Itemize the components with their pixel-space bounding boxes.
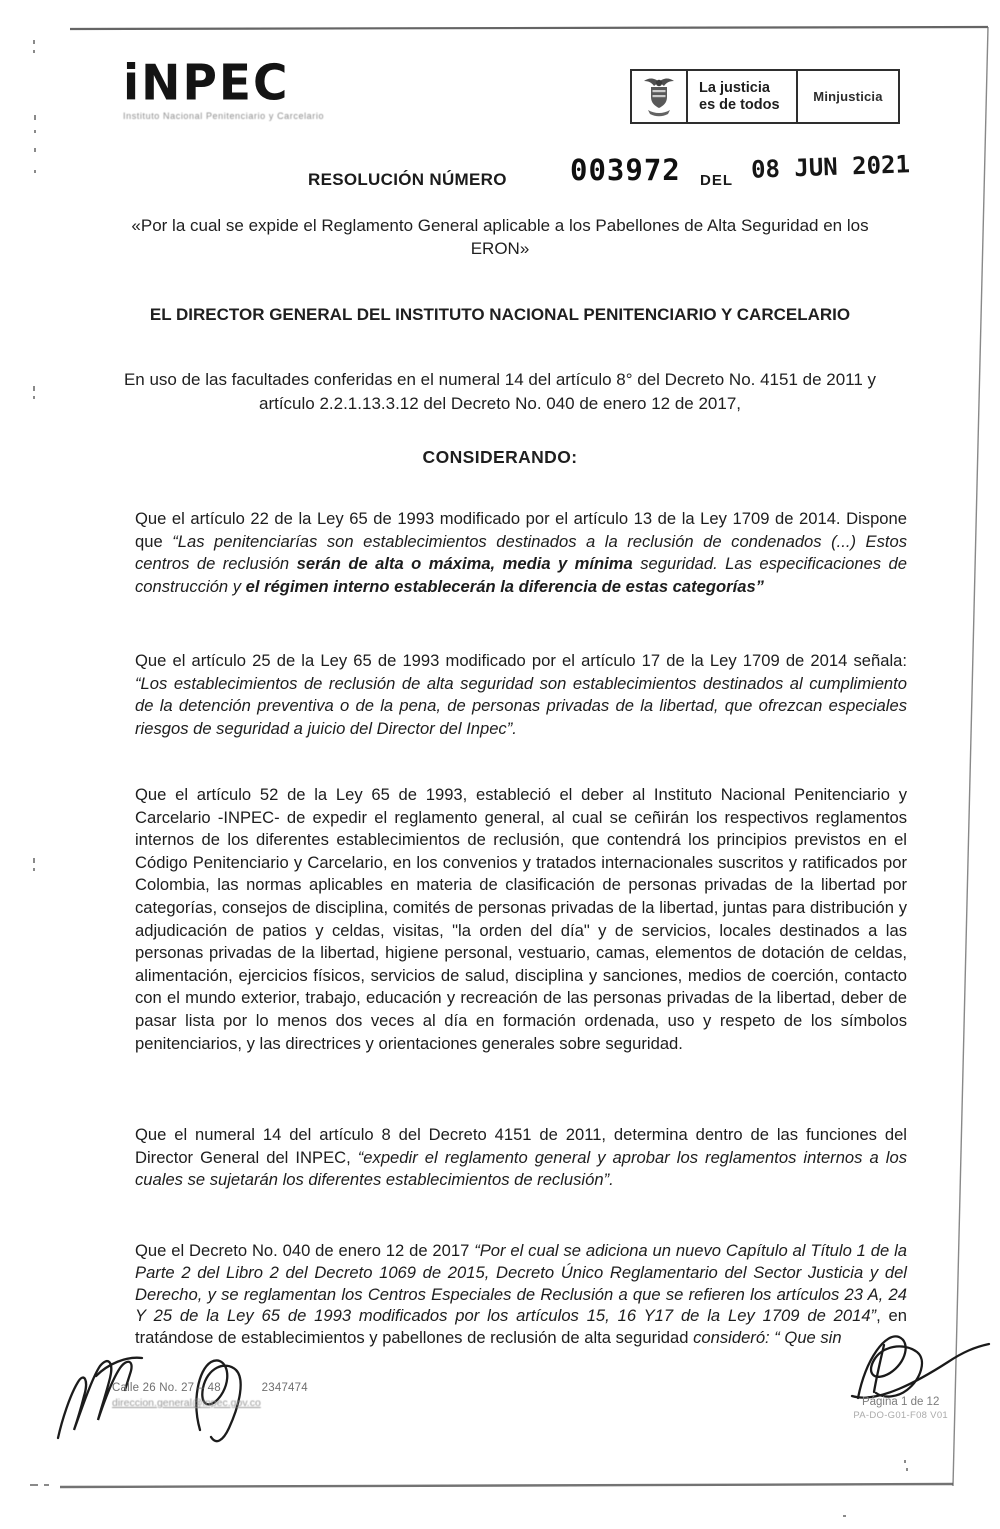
text-run: el régimen interno establecerán la diferencia de estas categorías” bbox=[245, 576, 764, 596]
body-paragraph bbox=[135, 1240, 907, 1349]
colombia-coat-of-arms-icon bbox=[632, 71, 688, 122]
resolution-subject: «Por la cual se expide el Reglamento General aplicable a los Pabellones de Alta Seguridad en los ERON» bbox=[131, 216, 869, 258]
slogan-line1: La justicia bbox=[699, 79, 770, 96]
considering-heading: CONSIDERANDO: bbox=[422, 447, 578, 467]
text-run: “expedir el reglamento general y aprobar los reglamentos internos a los cuales se sujetarán los diferentes establecimientos de reclusión”. bbox=[135, 1147, 907, 1190]
scan-border-right bbox=[953, 27, 988, 1486]
inpec-logo bbox=[123, 54, 325, 121]
text-run: , en tratándose de establecimientos y pabellones de reclusión de alta seguridad bbox=[135, 1306, 907, 1348]
footer-address bbox=[112, 1382, 308, 1394]
footer-email: direccion.general@inpec.gov.co bbox=[112, 1397, 261, 1409]
inpec-logo-wordmark: iNPEC bbox=[123, 54, 290, 113]
text-run: seguridad. Las especificaciones de construcción y bbox=[135, 554, 907, 596]
footer-street: Calle 26 No. 27 – 48 bbox=[112, 1382, 221, 1394]
scan-border-bottom bbox=[60, 1484, 953, 1487]
text-run: Que el artículo 25 de la Ley 65 de 1993 modificado por el artículo 17 de la Ley 1709 de 2014 señala: bbox=[135, 651, 907, 670]
body-paragraph bbox=[135, 1124, 907, 1192]
form-code: PA-DO-G01-F08 V01 bbox=[853, 1410, 948, 1421]
text-run: Que el artículo 22 de la Ley 65 de 1993 modificado por el artículo 13 de la Ley 1709 de 2014. Dispone que bbox=[135, 509, 907, 551]
text-run: Que el artículo 52 de la Ley 65 de 1993, estableció el deber al Instituto Nacional Penitenciario y Carcelario -INPEC- de expedir el reglamento general, al cual se ceñirán los respectivos reglamentos internos de los diferentes establecimientos de reclusión, que contendrá los principios previstos en el Código Penitenciario y Carcelario, en los convenios y tratados internacionales suscritos y ratificados por Colombia, las normas aplicables en materia de clasificación de personas privadas de la libertad por categorías, consejos de disciplina, comités de personas privadas de la libertad, juntas para distribución y adjudicación de patios y celdas, visitas, "la orden del día" y de servicios, locales destinados a las personas privadas de la libertad, higiene personal, vestuario, camas, elementos de dotación de celdas, alimentación, ejercicios físicos, servicios de salud, disciplina y sanciones, medios de coerción, contacto con el mundo exterior, trabajo, educación y recreación de las personas privadas de la libertad, deber de pasar lista por lo menos dos veces al día en formación ordenada, uso y respeto de los símbolos penitenciarios, y las directrices y orientaciones generales sobre seguridad. bbox=[135, 785, 907, 1053]
resolution-number-label: RESOLUCIÓN NÚMERO bbox=[308, 170, 507, 189]
text-run: “Las penitenciarías son establecimientos destinados a la reclusión de condenados (...) Estos centros de reclusión bbox=[135, 531, 908, 574]
text-run: “Los establecimientos de reclusión de alta seguridad son establecimientos destinados al cumplimiento de la detención preventiva o de la pena, de personas privadas de la libertad, que ofrezcan especiales riesgos de seguridad a juicio del Director del Inpec”. bbox=[135, 673, 907, 738]
body-paragraph bbox=[135, 650, 907, 740]
page-indicator: Página 1 de 12 bbox=[861, 1396, 940, 1408]
slogan-line2: es de todos bbox=[699, 96, 780, 113]
body-paragraph bbox=[135, 784, 907, 1055]
text-run: Que el numeral 14 del artículo 8 del Decreto 4151 de 2011, determina dentro de las funciones del Director General del INPEC, bbox=[135, 1125, 907, 1167]
text-run: serán de alta o máxima, media y mínima bbox=[296, 554, 641, 574]
text-run: consideró: “ Que sin bbox=[693, 1328, 842, 1348]
footer-phone: 2347474 bbox=[261, 1382, 308, 1394]
footer-page-block bbox=[853, 1396, 948, 1421]
resolution-del-label: DEL bbox=[700, 172, 733, 189]
issuing-authority-heading: EL DIRECTOR GENERAL DEL INSTITUTO NACIONAL PENITENCIARIO Y CARCELARIO bbox=[149, 305, 851, 324]
footer-contact-block bbox=[112, 1382, 308, 1409]
scan-border-top bbox=[70, 27, 988, 29]
government-badge bbox=[630, 69, 900, 124]
inpec-logo-tagline: Instituto Nacional Penitenciario y Carcelario bbox=[123, 111, 325, 121]
legal-powers-text: En uso de las facultades conferidas en el numeral 14 del artículo 8° del Decreto No. 4151 de 2011 y artículo 2.2.1.13.3.12 del Decreto No. 040 de enero 12 de 2017, bbox=[123, 370, 877, 413]
text-run: Que el Decreto No. 040 de enero 12 de 2017 bbox=[135, 1241, 475, 1260]
resolution-number-stamp: 003972 bbox=[570, 153, 681, 187]
text-run: “Por el cual se adiciona un nuevo Capítulo al Título 1 de la Parte 2 del Libro 2 del Decreto 1069 de 2015, Decreto Único Reglamentario del Sector Justicia y del Derecho, y se reglamentan los Centros Especiales de Reclusión a que se refieren los artículos 23 A, 24 Y 25 de la Ley 65 de 1993 modificados por los artículos 15, 16 Y17 de la Ley 1709 de 2014” bbox=[135, 1241, 907, 1326]
body-paragraph bbox=[135, 508, 907, 598]
resolution-date-stamp: 08 JUN 2021 bbox=[750, 150, 911, 184]
justice-slogan bbox=[688, 71, 798, 122]
minjusticia-label: Minjusticia bbox=[813, 89, 883, 104]
